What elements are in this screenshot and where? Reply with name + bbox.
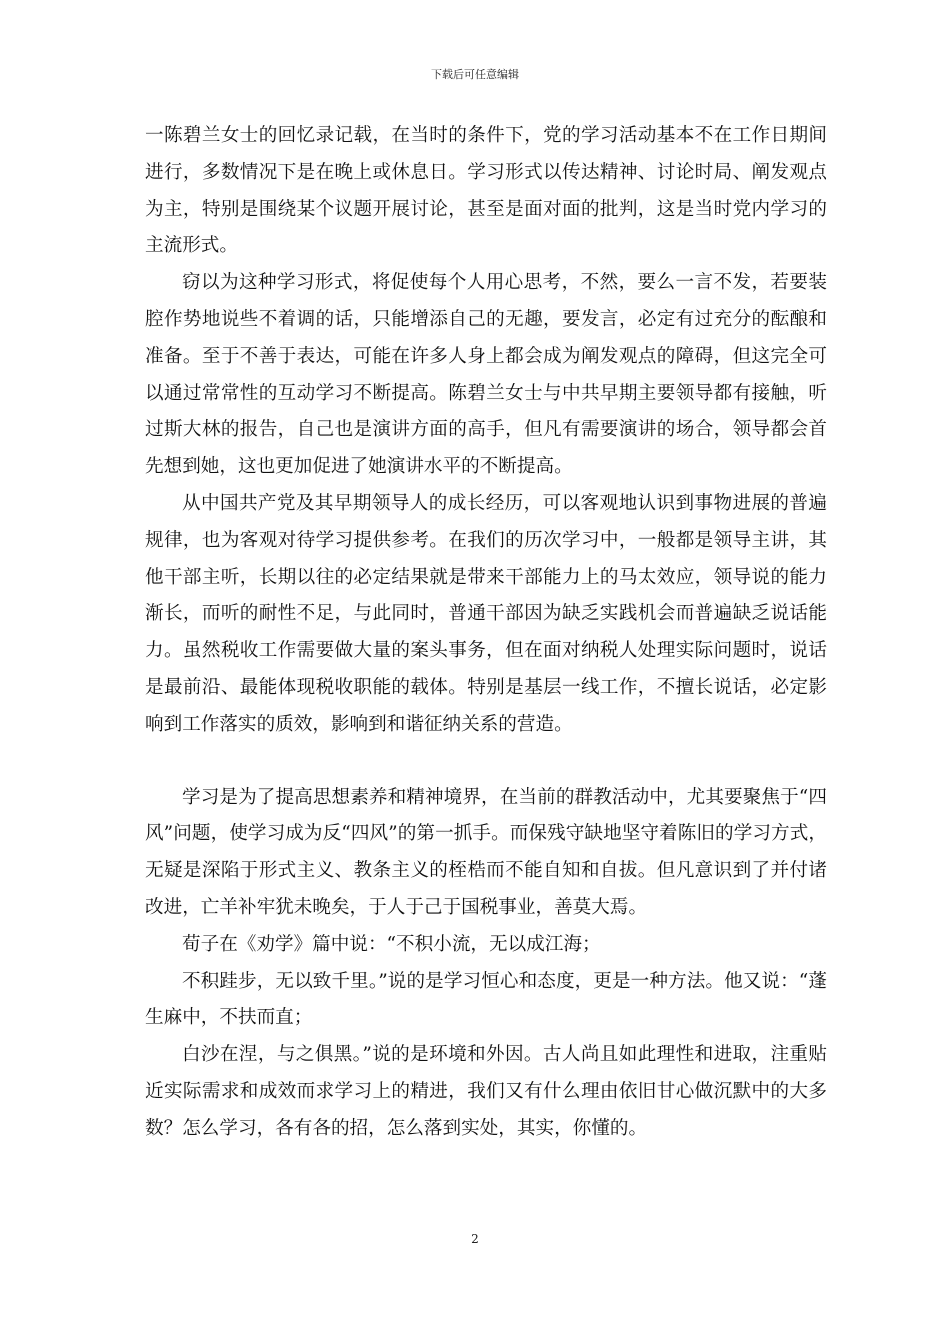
document-body bbox=[145, 118, 827, 1148]
paragraph-3: 从中国共产党及其早期领导人的成长经历，可以客观地认识到事物进展的普遍规律，也为客观对待学习提供参考。在我们的历次学习中，一般都是领导主讲，其他干部主听，长期以往的必定结果就是带来干部能力上的马太效应，领导说的能力渐长，而听的耐性不足，与此同时，普通干部因为缺乏实践机会而普遍缺乏说话能力。虽然税收工作需要做大量的案头事务，但在面对纳税人处理实际问题时，说话是最前沿、最能体现税收职能的载体。特别是基层一线工作，不擅长说话，必定影响到工作落实的质效，影响到和谐征纳关系的营造。 bbox=[145, 492, 827, 735]
paragraph-5: 荀子在《劝学》篇中说：“不积小流，无以成江海； bbox=[182, 933, 601, 955]
paragraph-2: 窃以为这种学习形式，将促使每个人用心思考，不然，要么一言不发，若要装腔作势地说些不着调的话，只能增添自己的无趣，要发言，必定有过充分的酝酿和准备。至于不善于表达，可能在许多人身上都会成为阐发观点的障碍，但这完全可以通过常常性的互动学习不断提高。陈碧兰女士与中共早期主要领导都有接触，听过斯大林的报告，自己也是演讲方面的高手，但凡有需要演讲的场合，领导都会首先想到她，这也更加促进了她演讲水平的不断提高。 bbox=[145, 272, 827, 478]
paragraph-6: 不积跬步，无以致千里。”说的是学习恒心和态度，更是一种方法。他又说：“蓬生麻中，不扶而直； bbox=[145, 970, 827, 1029]
paragraph-7: 白沙在涅，与之俱黑。”说的是环境和外因。古人尚且如此理性和进取，注重贴近实际需求和成效而求学习上的精进，我们又有什么理由依旧甘心做沉默中的大多数？怎么学习，各有各的招，怎么落到实处，其实，你懂的。 bbox=[145, 1044, 827, 1139]
paragraph-1: 一陈碧兰女士的回忆录记载，在当时的条件下，党的学习活动基本不在工作日期间进行，多数情况下是在晚上或休息日。学习形式以传达精神、讨论时局、阐发观点为主，特别是围绕某个议题开展讨论，甚至是面对面的批判，这是当时党内学习的主流形式。 bbox=[145, 125, 827, 257]
paragraph-4: 学习是为了提高思想素养和精神境界，在当前的群教活动中，尤其要聚焦于“四风”问题，使学习成为反“四风”的第一抓手。而保残守缺地坚守着陈旧的学习方式，无疑是深陷于形式主义、教条主义的桎梏而不能自知和自拔。但凡意识到了并付诸改进，亡羊补牢犹未晚矣，于人于己于国税事业，善莫大焉。 bbox=[145, 786, 827, 918]
page-number: 2 bbox=[471, 1232, 479, 1246]
page-header: 下载后可任意编辑 bbox=[431, 68, 519, 81]
